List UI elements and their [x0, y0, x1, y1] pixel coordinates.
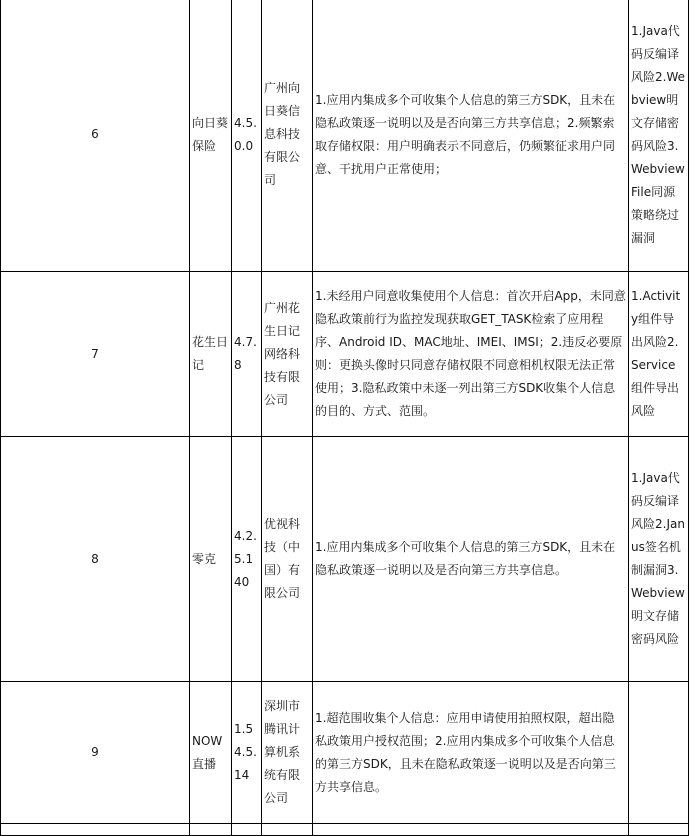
- table-row-partial: [1, 824, 689, 836]
- developer-cell: 深圳市腾讯计算机系统有限公司: [262, 682, 313, 824]
- empty-cell: [629, 824, 689, 836]
- issues-cell: 1.超范围收集个人信息：应用申请使用拍照权限，超出隐私政策用户授权范围；2.应用内集成多个可收集个人信息的第三方SDK，且未在隐私政策逐一说明以及是否向第三方共享信息。: [313, 682, 629, 824]
- issues-cell: 1.应用内集成多个可收集个人信息的第三方SDK，且未在隐私政策逐一说明以及是否向第三方共享信息。: [313, 437, 629, 682]
- table-row: [1, 0, 689, 272]
- empty-cell: [262, 824, 313, 836]
- empty-cell: [232, 824, 262, 836]
- table-row: [1, 272, 689, 437]
- app-name-cell: 花生日记: [190, 272, 232, 437]
- version-cell: 4.5.0.0: [232, 0, 262, 272]
- app-name-cell: NOW直播: [190, 682, 232, 824]
- empty-cell: [1, 824, 190, 836]
- version-cell: 4.7.8: [232, 272, 262, 437]
- vulnerabilities-cell: 1.Java代码反编译风险2.Janus签名机制漏洞3.Webview明文存储密码风险: [629, 437, 689, 682]
- row-index-cell: 7: [1, 272, 190, 437]
- version-cell: 4.2.5.140: [232, 437, 262, 682]
- issues-cell: 1.应用内集成多个可收集个人信息的第三方SDK，且未在隐私政策逐一说明以及是否向第三方共享信息；2.频繁索取存储权限：用户明确表示不同意后，仍频繁征求用户同意、干扰用户正常使用；: [313, 0, 629, 272]
- table-row: [1, 437, 689, 682]
- developer-cell: 广州向日葵信息科技有限公司: [262, 0, 313, 272]
- developer-cell: 优视科技（中国）有限公司: [262, 437, 313, 682]
- row-index-cell: 8: [1, 437, 190, 682]
- version-cell: 1.54.5.14: [232, 682, 262, 824]
- vulnerabilities-cell: 1.Activity组件导出风险2.Service组件导出风险: [629, 272, 689, 437]
- developer-cell: 广州花生日记网络科技有限公司: [262, 272, 313, 437]
- vulnerabilities-cell: 1.Java代码反编译风险2.Webview明文存储密码风险3.Webview File同源策略绕过漏洞: [629, 0, 689, 272]
- vulnerabilities-cell: [629, 682, 689, 824]
- row-index-cell: 9: [1, 682, 190, 824]
- issues-cell: 1.未经用户同意收集使用个人信息：首次开启App，未同意隐私政策前行为监控发现获取GET_TASK检索了应用程序、Android ID、MAC地址、IMEI、IMSI；2.违反必要原则：更换头像时只同意存储权限不同意相机权限无法正常使用；3.隐私政策中未逐一列出第三方SDK收集个人信息的目的、方式、范围。: [313, 272, 629, 437]
- app-name-cell: 向日葵保险: [190, 0, 232, 272]
- table-row: [1, 682, 689, 824]
- app-name-cell: 零克: [190, 437, 232, 682]
- empty-cell: [190, 824, 232, 836]
- row-index-cell: 6: [1, 0, 190, 272]
- empty-cell: [313, 824, 629, 836]
